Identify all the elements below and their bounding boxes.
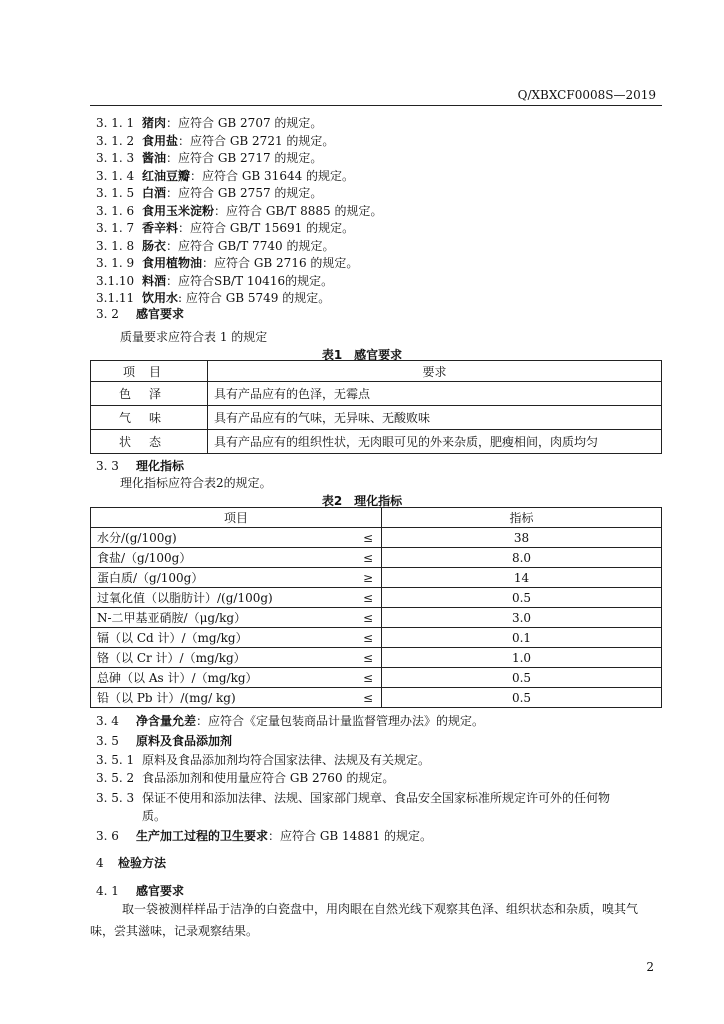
item-number: 3. 1. 5 — [96, 186, 135, 200]
table2-value-cell: 3.0 — [382, 608, 662, 628]
item-text: ：应符合 GB 2757 的规定。 — [166, 186, 323, 200]
section-3-4 — [96, 713, 484, 729]
table2-header-item: 项目 — [91, 508, 382, 528]
raw-material-item — [96, 133, 334, 149]
table2-caption: 表2 理化指标 — [321, 494, 403, 508]
table1-caption: 表1 感官要求 — [321, 348, 403, 362]
section-number: 3. 6 — [96, 829, 119, 843]
table2-operator-cell: ≤ — [353, 588, 382, 608]
item-name: 猪肉 — [142, 116, 167, 130]
raw-material-item — [96, 203, 382, 219]
table2-item-cell: 蛋白质/（g/100g） — [91, 568, 354, 588]
table1-req-cell: 具有产品应有的气味，无异味、无酸败味 — [208, 406, 662, 430]
section-text: 原料及食品添加剂均符合国家法律、法规及有关规定。 — [142, 753, 431, 767]
raw-material-item — [96, 255, 358, 271]
item-name: 酱油 — [142, 151, 167, 165]
table2-operator-cell: ≤ — [353, 628, 382, 648]
table2-value-cell: 0.1 — [382, 628, 662, 648]
item-text: ：应符合 GB 2707 的规定。 — [166, 116, 323, 130]
table-row — [91, 568, 662, 588]
table2-operator-cell: ≤ — [353, 668, 382, 688]
table2-operator-cell: ≤ — [353, 648, 382, 668]
raw-material-item — [96, 220, 354, 236]
item-text: : 应符合 GB 5749 的规定。 — [178, 291, 331, 305]
table-row — [91, 588, 662, 608]
item-text: ：应符合 GB/T 8885 的规定。 — [214, 203, 383, 218]
table2-value-cell: 0.5 — [382, 588, 662, 608]
item-text: ：应符合 GB/T 15691 的规定。 — [178, 221, 355, 235]
section-3-5-2 — [96, 770, 394, 786]
item-name: 食用盐 — [142, 133, 179, 148]
table1-req-cell: 具有产品应有的色泽，无霉点 — [208, 382, 662, 406]
section-3-5-1 — [96, 752, 430, 768]
section-title: 生产加工过程的卫生要求 — [136, 829, 269, 843]
raw-material-item — [96, 273, 333, 289]
item-text: ：应符合 GB 31644 的规定。 — [190, 168, 355, 183]
item-number: 3. 1. 9 — [96, 256, 135, 270]
table2-operator-cell: ≤ — [353, 528, 382, 548]
table-row — [91, 548, 662, 568]
table-row — [91, 528, 662, 548]
item-number: 3. 1. 2 — [96, 133, 135, 148]
section-number: 3. 5. 3 — [96, 791, 135, 805]
table2-item-cell: 总砷（以 As 计）/（mg/kg） — [91, 668, 354, 688]
section-4 — [96, 855, 166, 871]
header-rule — [90, 105, 662, 106]
section-number: 4 — [96, 856, 104, 870]
section-title: 净含量允差 — [136, 714, 197, 728]
table2-operator-cell: ≤ — [353, 548, 382, 568]
table-row — [91, 688, 662, 708]
section-3-5-3-cont: 质。 — [142, 809, 167, 823]
item-number: 3. 1. 3 — [96, 151, 135, 165]
table1-req-cell: 具有产品应有的组织性状，无肉眼可见的外来杂质，肥瘦相间，肉质均匀 — [208, 430, 662, 454]
section-4-1-paragraph: 取一袋被测样样品于洁净的白瓷盘中，用肉眼在自然光线下观察其色泽、组织状态和杂质，嗅其气味，尝其滋味，记录观察结果。 — [90, 902, 639, 938]
section-3-6 — [96, 828, 432, 844]
section-title: 感官要求 — [136, 884, 185, 898]
raw-material-item — [96, 168, 354, 184]
table1-item-cell: 状态 — [91, 430, 208, 454]
section-3-3-intro: 理化指标应符合表2的规定。 — [120, 476, 272, 490]
item-text: ：应符合 GB 2717 的规定。 — [166, 151, 323, 165]
table-row — [91, 608, 662, 628]
table2-value-cell: 14 — [382, 568, 662, 588]
section-title: 检验方法 — [118, 856, 167, 870]
table2-value-cell: 0.5 — [382, 668, 662, 688]
section-number: 3. 4 — [96, 714, 119, 728]
item-text: ：应符合SB/T 10416的规定。 — [166, 273, 334, 288]
table2-value-cell: 38 — [382, 528, 662, 548]
item-name: 饮用水 — [142, 291, 179, 305]
section-number: 3. 3 — [96, 459, 119, 473]
section-number: 3. 5. 2 — [96, 771, 135, 785]
section-3-2-intro: 质量要求应符合表 1 的规定 — [120, 330, 268, 344]
table-row — [91, 406, 662, 430]
table2-item-cell: 铅（以 Pb 计）/(mg/ kg) — [91, 688, 354, 708]
raw-material-item — [96, 238, 334, 254]
raw-material-item — [96, 150, 322, 166]
item-number: 3. 1. 1 — [96, 116, 135, 130]
section-text: ：应符合 GB 14881 的规定。 — [268, 829, 433, 843]
table2-value-cell: 0.5 — [382, 688, 662, 708]
item-number: 3.1.10 — [96, 273, 135, 288]
item-text: ：应符合 GB/T 7740 的规定。 — [166, 238, 335, 253]
page-number: 2 — [646, 960, 654, 974]
item-number: 3. 1. 6 — [96, 203, 135, 218]
section-number: 3. 5 — [96, 734, 119, 748]
section-number: 4. 1 — [96, 884, 119, 898]
section-4-1 — [96, 883, 184, 899]
table-row — [91, 430, 662, 454]
section-title: 原料及食品添加剂 — [136, 734, 233, 748]
table1-header-req: 要求 — [208, 361, 662, 382]
table1-item-cell: 色泽 — [91, 382, 208, 406]
item-name: 料酒 — [142, 273, 167, 288]
section-text: 食品添加剂和使用量应符合 GB 2760 的规定。 — [142, 771, 395, 785]
section-text: ：应符合《定量包装商品计量监督管理办法》的规定。 — [196, 714, 485, 728]
table1-item-cell: 气味 — [91, 406, 208, 430]
item-number: 3. 1. 8 — [96, 238, 135, 253]
table2-item-cell: N-二甲基亚硝胺/（μg/kg） — [91, 608, 354, 628]
table2-item-cell: 水分/(g/100g) — [91, 528, 354, 548]
item-name: 肠衣 — [142, 238, 167, 253]
item-name: 红油豆瓣 — [142, 168, 191, 183]
section-3-3 — [96, 458, 184, 474]
section-3-5 — [96, 733, 232, 749]
section-number: 3. 5. 1 — [96, 753, 135, 767]
table-row — [91, 648, 662, 668]
document-code: Q/XBXCF0008S—2019 — [517, 88, 656, 102]
item-name: 香辛料 — [142, 221, 179, 235]
raw-material-item — [96, 290, 330, 306]
physicochemical-table — [90, 507, 662, 708]
item-number: 3. 1. 4 — [96, 168, 135, 183]
raw-material-item — [96, 115, 322, 131]
table2-item-cell: 铬（以 Cr 计）/（mg/kg） — [91, 648, 354, 668]
item-number: 3.1.11 — [96, 291, 135, 305]
raw-material-item — [96, 185, 322, 201]
table2-operator-cell: ≥ — [353, 568, 382, 588]
item-text: ：应符合 GB 2716 的规定。 — [202, 256, 359, 270]
table2-item-cell: 镉（以 Cd 计）/（mg/kg） — [91, 628, 354, 648]
table2-item-cell: 过氧化值（以脂肪计）/(g/100g) — [91, 588, 354, 608]
table2-operator-cell: ≤ — [353, 688, 382, 708]
table2-operator-cell: ≤ — [353, 608, 382, 628]
table1-header-item: 项目 — [91, 361, 208, 382]
item-name: 白酒 — [142, 186, 167, 200]
section-3-5-3 — [96, 790, 610, 806]
table2-item-cell: 食盐/（g/100g） — [91, 548, 354, 568]
table-row — [91, 668, 662, 688]
table2-header-indicator: 指标 — [382, 508, 662, 528]
table-row — [91, 382, 662, 406]
section-title: 理化指标 — [136, 459, 185, 473]
sensory-table — [90, 360, 662, 454]
section-3-2 — [96, 306, 184, 322]
item-number: 3. 1. 7 — [96, 221, 135, 235]
item-text: ：应符合 GB 2721 的规定。 — [178, 133, 335, 148]
table-row — [91, 628, 662, 648]
table2-value-cell: 8.0 — [382, 548, 662, 568]
section-number: 3. 2 — [96, 307, 119, 321]
table2-value-cell: 1.0 — [382, 648, 662, 668]
item-name: 食用植物油 — [142, 256, 203, 270]
section-text: 保证不使用和添加法律、法规、国家部门规章、食品安全国家标准所规定许可外的任何物 — [142, 791, 611, 805]
section-title: 感官要求 — [136, 307, 185, 321]
item-name: 食用玉米淀粉 — [142, 203, 215, 218]
